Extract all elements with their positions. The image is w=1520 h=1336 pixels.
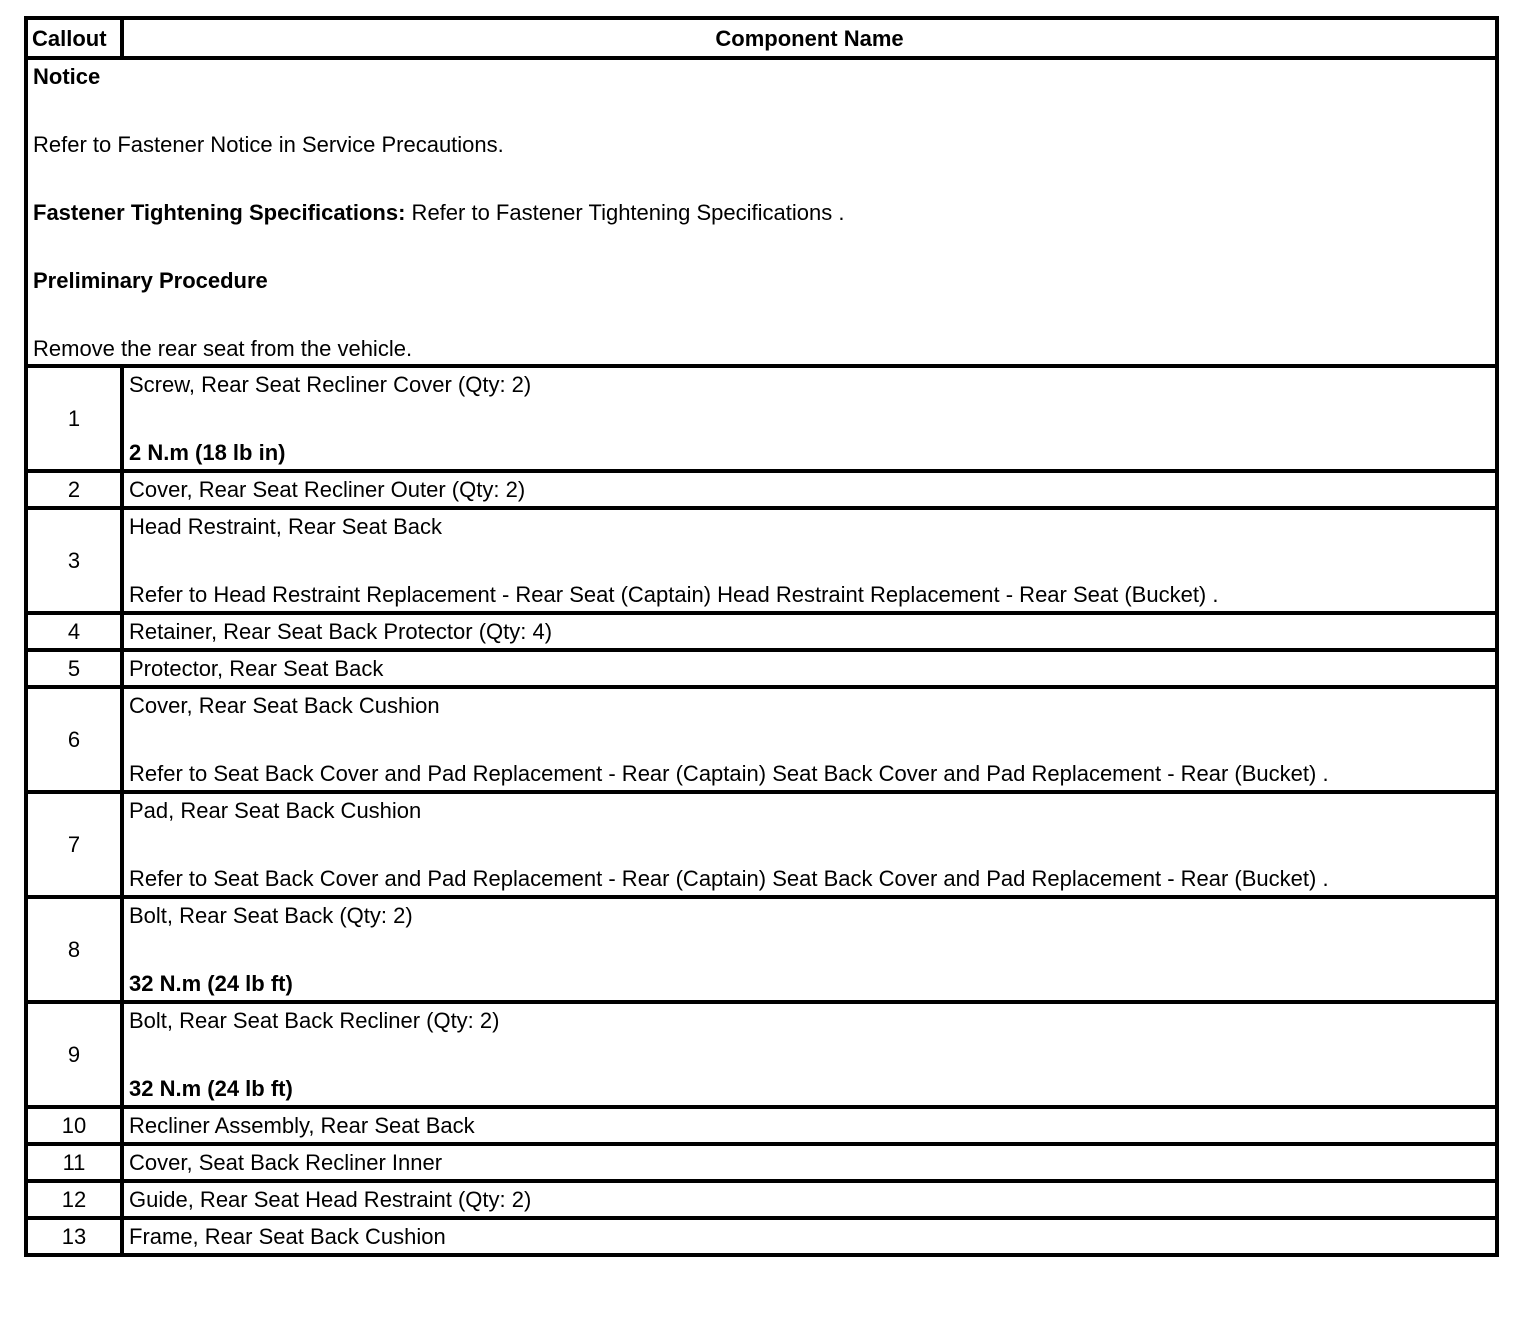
notice-title: Notice (33, 64, 101, 89)
callout-number: 1 (26, 366, 122, 471)
torque-spec: 2 N.m (18 lb in) (129, 440, 286, 465)
callout-number: 5 (26, 650, 122, 687)
preliminary-procedure-title: Preliminary Procedure (33, 268, 268, 293)
component-cell (122, 508, 1497, 613)
torque-spec: 32 N.m (24 lb ft) (129, 1076, 293, 1101)
component-name: Screw, Rear Seat Recliner Cover (Qty: 2) (129, 372, 532, 397)
callout-number: 8 (26, 897, 122, 1002)
component-name: Cover, Rear Seat Back Cushion (129, 693, 440, 718)
component-cell (122, 792, 1497, 897)
component-cell (122, 1002, 1497, 1107)
table-row (26, 897, 1497, 1002)
component-name: Guide, Rear Seat Head Restraint (Qty: 2) (129, 1187, 532, 1212)
table-row (26, 613, 1497, 650)
table-row (26, 1181, 1497, 1218)
fastener-spec-label: Fastener Tightening Specifications: (33, 200, 406, 225)
header-row (26, 18, 1497, 58)
component-name-column-header: Component Name (122, 18, 1497, 58)
component-name: Cover, Rear Seat Recliner Outer (Qty: 2) (129, 477, 526, 502)
table-row (26, 687, 1497, 792)
component-name: Protector, Rear Seat Back (129, 656, 384, 681)
table-row (26, 650, 1497, 687)
component-table (24, 16, 1499, 1257)
notice-row (26, 58, 1497, 366)
callout-number: 13 (26, 1218, 122, 1255)
callout-number: 3 (26, 508, 122, 613)
torque-spec: 32 N.m (24 lb ft) (129, 971, 293, 996)
component-cell (122, 613, 1497, 650)
table-row (26, 1002, 1497, 1107)
notice-text: Refer to Fastener Notice in Service Precautions. (33, 132, 504, 157)
component-name: Cover, Seat Back Recliner Inner (129, 1150, 443, 1175)
component-cell (122, 1218, 1497, 1255)
component-name: Bolt, Rear Seat Back (Qty: 2) (129, 903, 413, 928)
component-name: Head Restraint, Rear Seat Back (129, 514, 443, 539)
component-cell (122, 650, 1497, 687)
table-row (26, 1218, 1497, 1255)
fastener-spec-text: Refer to Fastener Tightening Specifications . (405, 200, 845, 225)
callout-number: 2 (26, 471, 122, 508)
component-cell (122, 897, 1497, 1002)
table-row (26, 1144, 1497, 1181)
table-row (26, 366, 1497, 471)
notice-cell (26, 58, 1497, 366)
component-name: Retainer, Rear Seat Back Protector (Qty: 4) (129, 619, 553, 644)
table-row (26, 471, 1497, 508)
callout-number: 9 (26, 1002, 122, 1107)
component-cell (122, 687, 1497, 792)
component-cell (122, 1144, 1497, 1181)
component-cell (122, 471, 1497, 508)
component-cell (122, 1107, 1497, 1144)
reference-text: Refer to Seat Back Cover and Pad Replacement - Rear (Captain) Seat Back Cover and Pad Replacement - Rear (Bucket) . (129, 866, 1329, 891)
callout-column-header: Callout (26, 18, 122, 58)
callout-number: 10 (26, 1107, 122, 1144)
reference-text: Refer to Seat Back Cover and Pad Replacement - Rear (Captain) Seat Back Cover and Pad Replacement - Rear (Bucket) . (129, 761, 1329, 786)
table-row (26, 792, 1497, 897)
callout-number: 7 (26, 792, 122, 897)
preliminary-procedure-text: Remove the rear seat from the vehicle. (33, 336, 413, 361)
component-cell (122, 1181, 1497, 1218)
table-row (26, 1107, 1497, 1144)
table-row (26, 508, 1497, 613)
callout-number: 4 (26, 613, 122, 650)
fastener-spec-line (33, 200, 1490, 226)
callout-number: 12 (26, 1181, 122, 1218)
reference-text: Refer to Head Restraint Replacement - Rear Seat (Captain) Head Restraint Replacement - Rear Seat (Bucket) . (129, 582, 1219, 607)
component-name: Recliner Assembly, Rear Seat Back (129, 1113, 475, 1138)
component-name: Frame, Rear Seat Back Cushion (129, 1224, 446, 1249)
component-cell (122, 366, 1497, 471)
callout-number: 11 (26, 1144, 122, 1181)
callout-number: 6 (26, 687, 122, 792)
component-name: Bolt, Rear Seat Back Recliner (Qty: 2) (129, 1008, 500, 1033)
component-name: Pad, Rear Seat Back Cushion (129, 798, 422, 823)
